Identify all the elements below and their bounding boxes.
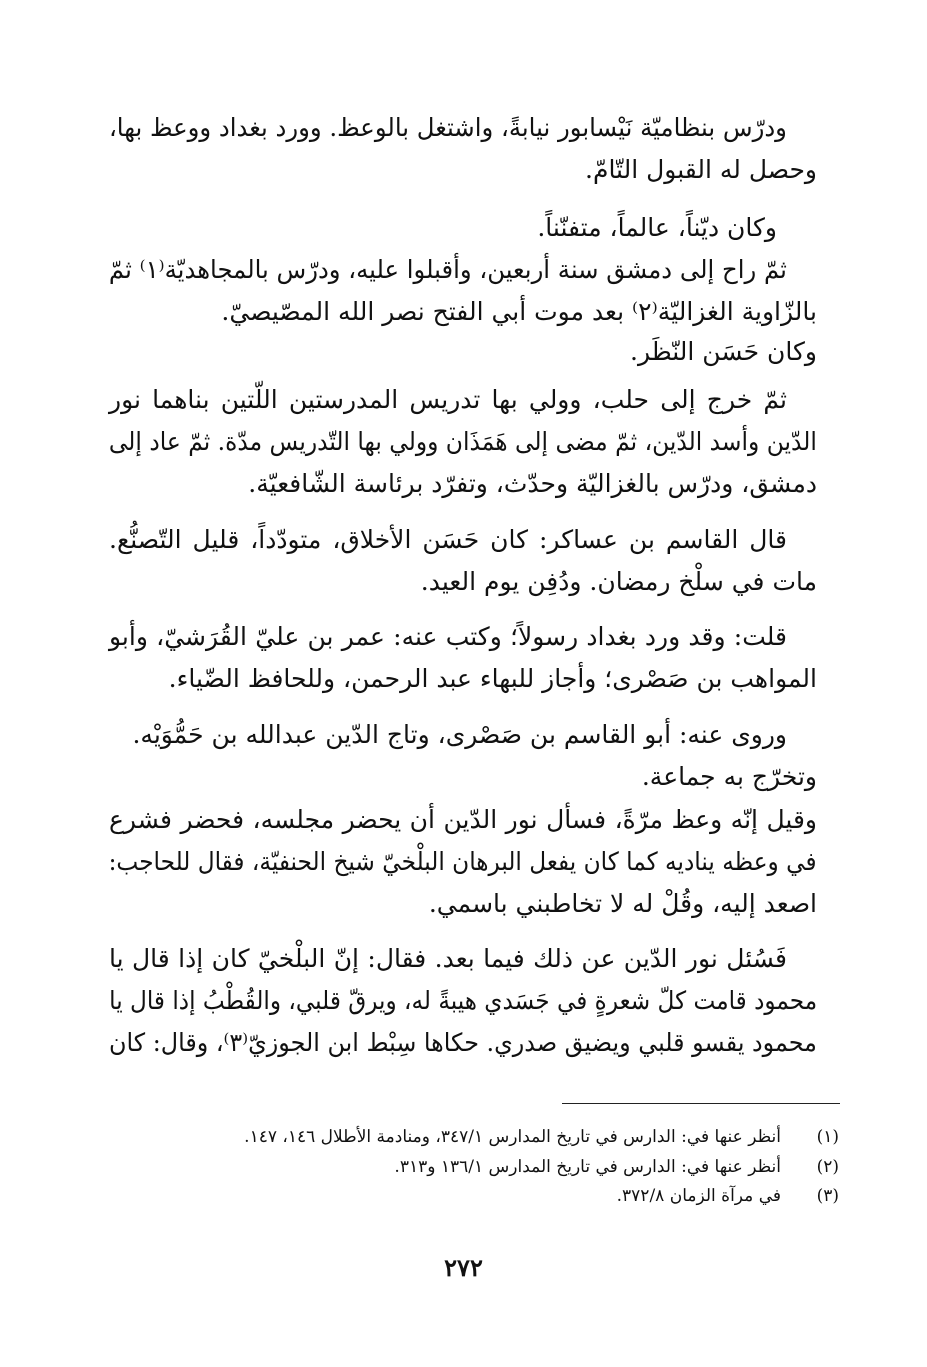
text-line: ثمّ خرج إلى حلب، وولي بها تدريس المدرستين اللّتين بناهما نور <box>109 385 787 414</box>
text-line: قال القاسم بن عساكر: كان حَسَن الأخلاق، متودّداً، قليل التّصنُّع. <box>109 525 787 554</box>
footnote <box>89 1181 839 1211</box>
footnote <box>89 1152 839 1182</box>
text-line: الدّين وأسد الدّين، ثمّ مضى إلى هَمَذَان وولي بها التّدريس مدّة. ثمّ عاد إلى <box>109 427 817 456</box>
text-line: محمود قامت كلّ شعرةٍ في جَسَدي هيبةً له، ويرقّ قلبي، والقُطْبُ إذا قال يا <box>109 986 817 1015</box>
footnote-number: (٣) <box>816 1186 839 1206</box>
text-line: وروى عنه: أبو القاسم بن صَصْرى، وتاج الدّين عبدالله بن حَمُّوَيْه. <box>132 720 787 749</box>
footnote-number: (١) <box>816 1127 839 1147</box>
text-line: قلت: وقد ورد بغداد رسولاً؛ وكتب عنه: عمر بن عليّ القُرَشيّ، وأبو <box>109 622 787 651</box>
text-line: وقيل إنّه وعظ مرّةً، فسأل نور الدّين أن يحضر مجلسه، فحضر فشرع <box>109 805 817 834</box>
page-number: ٢٧٢ <box>444 1253 483 1282</box>
text-line: في وعظه يناديه كما كان يفعل البرهان البلْخيّ شيخ الحنفيّة، فقال للحاجب: <box>109 847 817 876</box>
footnote-separator <box>562 1103 840 1104</box>
footnote-text: أنظر عنها في: الدارس في تاريخ المدارس ١٣٦/١ و٣١٣. <box>394 1157 781 1177</box>
footnote-text: في مرآة الزمان ٣٧٢/٨. <box>616 1186 781 1206</box>
footnote <box>89 1122 839 1152</box>
text-line: فَسُئل نور الدّين عن ذلك فيما بعد. فقال: إنّ البلْخيّ كان إذا قال يا <box>109 944 787 973</box>
text-line: ثمّ راح إلى دمشق سنة أربعين، وأقبلوا عليه، ودرّس بالمجاهديّة⁽١⁾ ثمّ <box>109 255 787 284</box>
text-line: اصعد إليه، وقُلْ له لا تخاطبني باسمي. <box>428 889 817 918</box>
text-line: وتخرّج به جماعة. <box>641 762 817 791</box>
text-line: وكان ديّناً، عالماً، متفنّناً. <box>537 213 777 242</box>
footnote-text: أنظر عنها في: الدارس في تاريخ المدارس ٣٤٧/١، ومنادمة الأطلال ١٤٦، ١٤٧. <box>244 1127 781 1147</box>
text-line: بالزّاوية الغزاليّة⁽٢⁾ بعد موت أبي الفتح نصر الله المصّيصيّ. <box>221 297 817 326</box>
text-line: دمشق، ودرّس بالغزاليّة وحدّث، وتفرّد برئاسة الشّافعيّة. <box>248 469 817 498</box>
text-line: المواهب بن صَصْرى؛ وأجاز للبهاء عبد الرحمن، وللحافظ الضّياء. <box>168 664 817 693</box>
text-line: محمود يقسو قلبي ويضيق صدري. حكاها سِبْط ابن الجوزيّ⁽٣⁾، وقال: كان <box>109 1028 818 1057</box>
text-line: ودرّس بنظاميّة نَيْسابور نيابةً، واشتغل بالوعظ. وورد بغداد ووعظ بها، <box>109 113 787 142</box>
text-line: وكان حَسَن النّظَر. <box>630 337 817 366</box>
footnote-number: (٢) <box>816 1157 839 1177</box>
text-line: مات في سلْخ رمضان. ودُفِن يوم العيد. <box>420 567 817 596</box>
text-line: وحصل له القبول التّامّ. <box>585 155 817 184</box>
